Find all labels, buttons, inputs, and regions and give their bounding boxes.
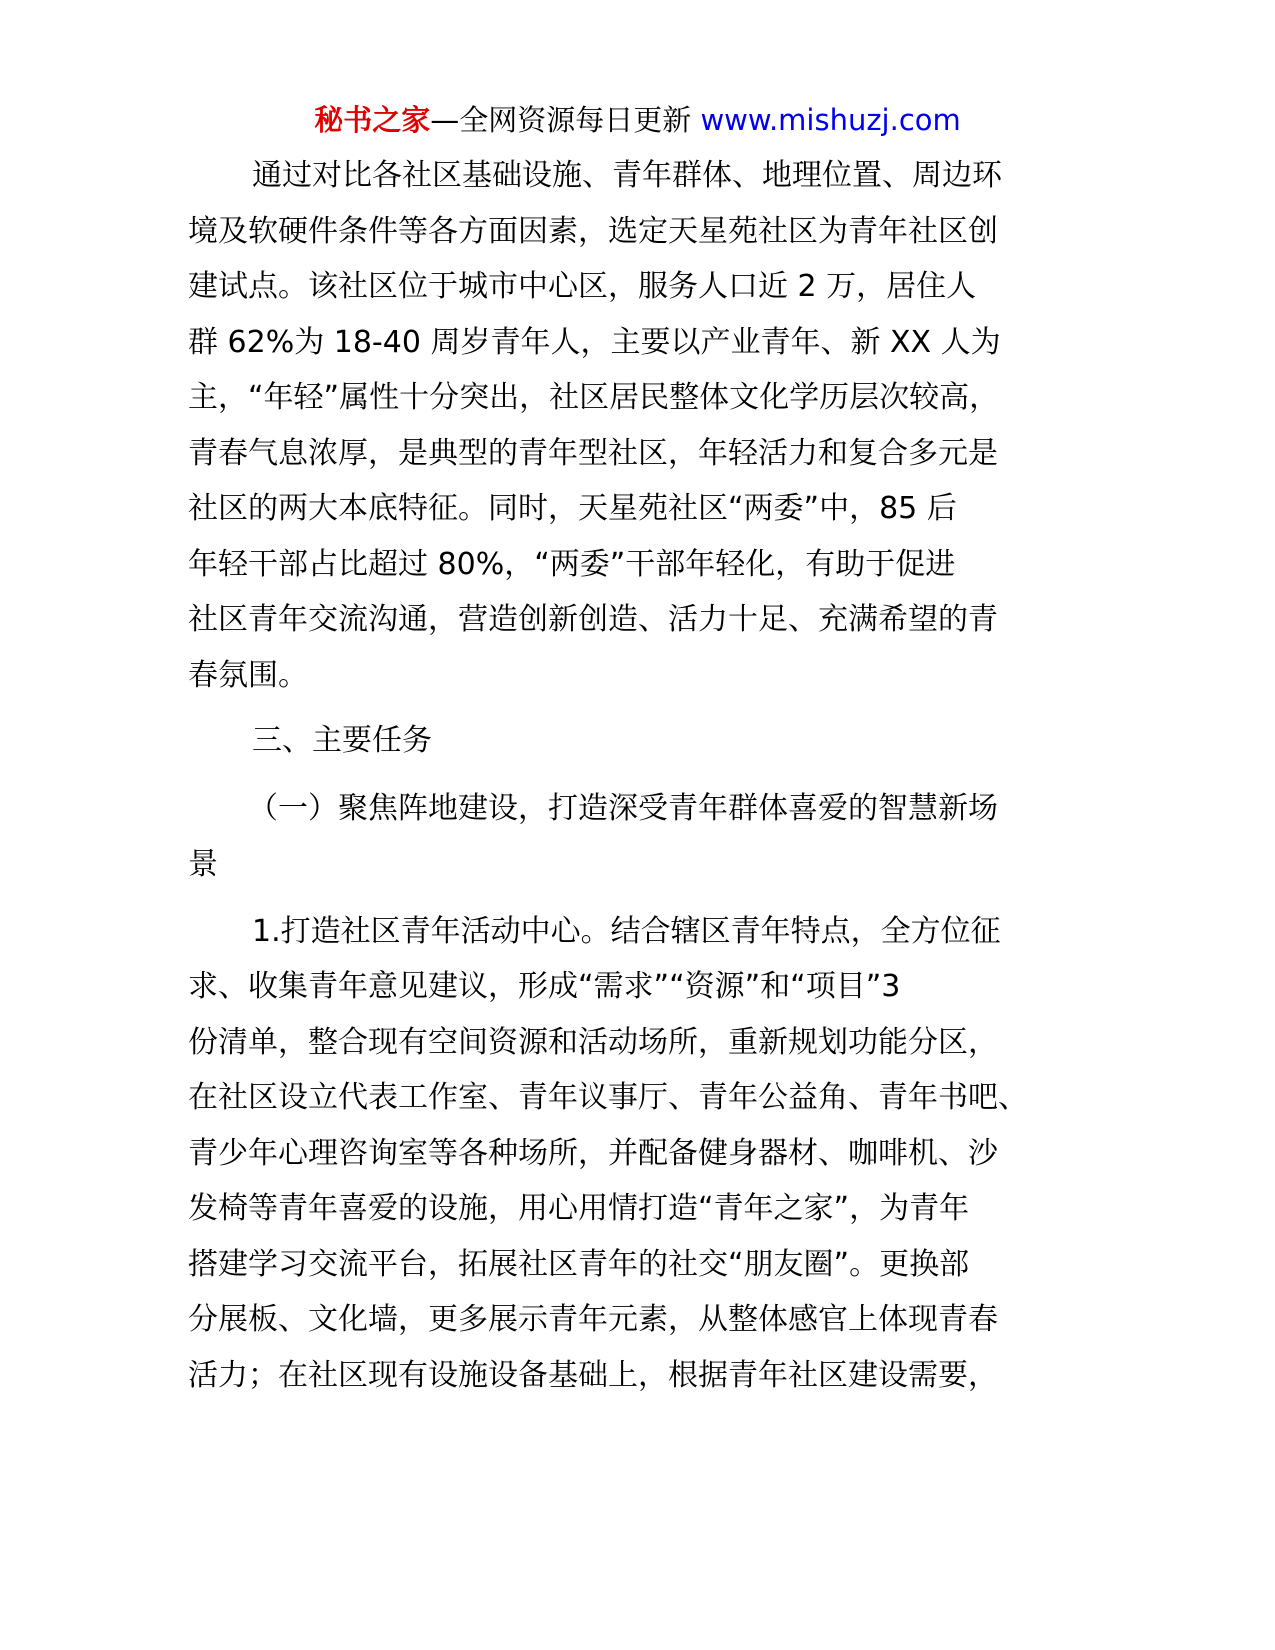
paragraph-1-line-5: 主，“年轻”属性十分突出，社区居民整体文化学历层次较高， <box>188 380 1000 415</box>
paragraph-1-line-3: 建试点。该社区位于城市中心区，服务人口近 2 万，居住人 <box>188 269 977 304</box>
paragraph-2-line-4: 在社区设立代表工作室、青年议事厅、青年公益角、青年书吧、 <box>188 1080 1028 1115</box>
paragraph-1-line-2: 境及软硬件条件等各方面因素，选定天星苑社区为青年社区创 <box>188 214 998 249</box>
site-url-link[interactable]: www.mishuzj.com <box>700 103 961 137</box>
paragraph-2-line-3: 份清单，整合现有空间资源和活动场所，重新规划功能分区， <box>188 1025 998 1060</box>
paragraph-2-line-2: 求、收集青年意见建议，形成“需求”“资源”和“项目”3 <box>188 969 901 1004</box>
paragraph-2-line-6: 发椅等青年喜爱的设施，用心用情打造“青年之家”，为青年 <box>188 1191 970 1226</box>
paragraph-1-line-10: 春氛围。 <box>188 658 308 693</box>
paragraph-1-line-9: 社区青年交流沟通，营造创新创造、活力十足、充满希望的青 <box>188 602 998 637</box>
paragraph-2-line-8: 分展板、文化墙，更多展示青年元素，从整体感官上体现青春 <box>188 1302 998 1337</box>
paragraph-1-line-4: 群 62%为 18-40 周岁青年人，主要以产业青年、新 XX 人为 <box>188 325 1001 360</box>
paragraph-1-line-1: 通过对比各社区基础设施、青年群体、地理位置、周边环 <box>252 158 1002 193</box>
banner-tagline: —全网资源每日更新 <box>430 103 701 137</box>
paragraph-1-line-6: 青春气息浓厚，是典型的青年型社区，年轻活力和复合多元是 <box>188 436 998 471</box>
paragraph-2-line-9: 活力；在社区现有设施设备基础上，根据青年社区建设需要， <box>188 1358 998 1393</box>
paragraph-1-line-8: 年轻干部占比超过 80%，“两委”干部年轻化，有助于促进 <box>188 547 956 582</box>
subsection-heading-line-2: 景 <box>188 847 218 882</box>
paragraph-2-line-5: 青少年心理咨询室等各种场所，并配备健身器材、咖啡机、沙 <box>188 1136 998 1171</box>
brand-name: 秘书之家 <box>314 103 431 137</box>
paragraph-2-line-1: 1.打造社区青年活动中心。结合辖区青年特点，全方位征 <box>252 914 1001 949</box>
paragraph-1-line-7: 社区的两大本底特征。同时，天星苑社区“两委”中，85 后 <box>188 491 957 526</box>
subsection-heading-line-1: （一）聚焦阵地建设，打造深受青年群体喜爱的智慧新场 <box>248 791 998 826</box>
section-heading: 三、主要任务 <box>252 723 432 758</box>
site-banner <box>0 100 1275 140</box>
paragraph-2-line-7: 搭建学习交流平台，拓展社区青年的社交“朋友圈”。更换部 <box>188 1247 970 1282</box>
